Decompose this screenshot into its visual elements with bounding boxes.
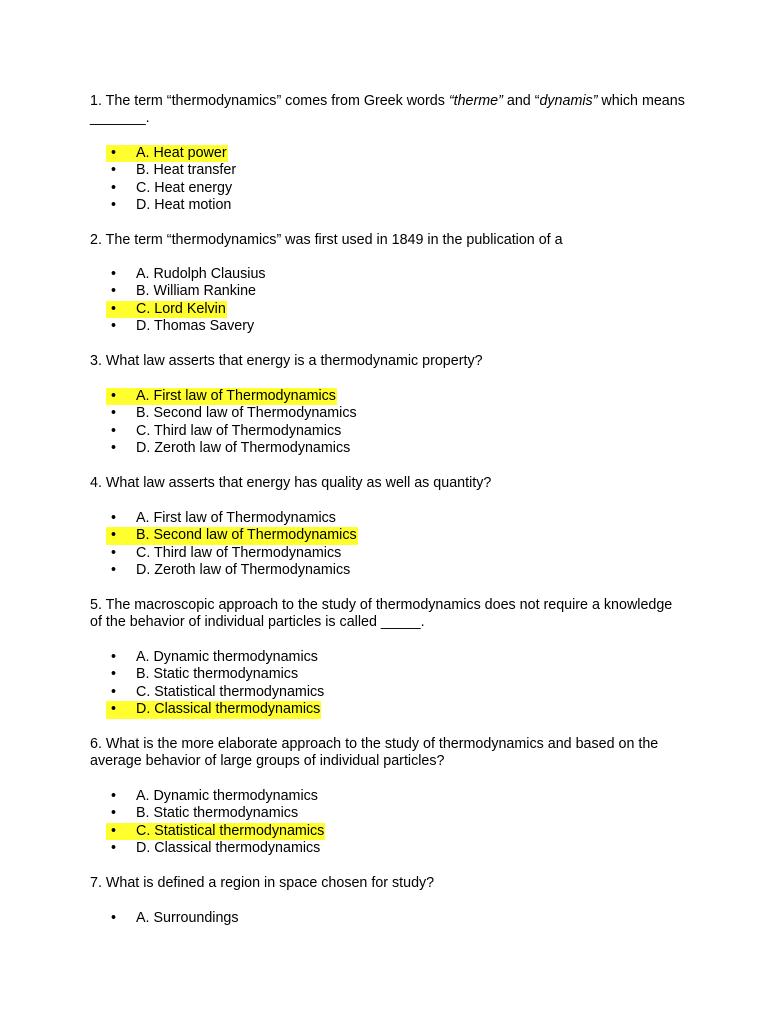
bullet-icon: • [111,266,117,282]
question-2-options [0,266,768,336]
option-d [0,440,768,457]
question-7-options [0,910,768,927]
question-1-text-a: 1. The term “thermodynamics” comes from Greek words [90,93,449,109]
option-label: D. Zeroth law of Thermodynamics [136,440,351,457]
bullet-icon: • [111,910,117,926]
option-label: A. Surroundings [136,910,239,926]
option-b [0,283,768,300]
bullet-icon: • [111,788,117,804]
option-label: B. Second law of Thermodynamics [136,527,357,544]
answer-highlight [106,823,325,840]
option-a [0,788,768,805]
option-label: D. Classical thermodynamics [136,701,321,718]
option-label: B. Heat transfer [136,162,237,179]
question-1 [90,93,688,128]
bullet-icon: • [111,683,117,700]
option-label: B. Static thermodynamics [136,805,299,822]
bullet-icon: • [111,318,117,335]
option-a-highlighted-answer [0,388,768,405]
option-label: A. Dynamic thermodynamics [136,788,318,804]
option-label: A. Rudolph Clausius [136,266,266,282]
option-label: A. First law of Thermodynamics [136,388,336,404]
option-label: C. Third law of Thermodynamics [136,544,342,561]
bullet-icon: • [111,197,117,214]
bullet-icon: • [111,666,117,683]
option-c [0,545,768,562]
question-5-options [0,649,768,719]
question-6-options [0,788,768,858]
question-4-options [0,510,768,580]
question-4: 4. What law asserts that energy has quality as well as quantity? [90,475,492,491]
question-3-options [0,388,768,458]
question-5: 5. The macroscopic approach to the study of thermodynamics does not require a knowledge of the behavior of individual particles is called _____. [90,597,673,631]
bullet-icon: • [111,162,117,179]
option-a [0,266,768,283]
bullet-icon: • [111,388,117,404]
option-label: C. Statistical thermodynamics [136,683,325,700]
question-1-text-c: which means _______. [90,93,685,127]
bullet-icon: • [111,179,117,196]
bullet-icon: • [111,805,117,822]
bullet-icon: • [111,822,117,839]
option-d [0,197,768,214]
option-label: C. Statistical thermodynamics [136,822,325,839]
option-b [0,666,768,683]
option-label: D. Zeroth law of Thermodynamics [136,562,351,579]
option-label: A. Heat power [136,145,227,161]
answer-highlight [106,388,337,405]
bullet-icon: • [111,422,117,439]
bullet-icon: • [111,649,117,665]
bullet-icon: • [111,510,117,526]
bullet-icon: • [111,283,117,300]
option-d-highlighted-answer [0,701,768,718]
option-b [0,162,768,179]
option-d [0,840,768,857]
option-label: A. Dynamic thermodynamics [136,649,318,665]
bullet-icon: • [111,562,117,579]
option-d [0,318,768,335]
option-label: B. Static thermodynamics [136,666,299,683]
bullet-icon: • [111,527,117,544]
option-label: B. William Rankine [136,283,256,300]
question-7: 7. What is defined a region in space chosen for study? [90,875,435,891]
bullet-icon: • [111,145,117,161]
bullet-icon: • [111,440,117,457]
question-3: 3. What law asserts that energy is a thermodynamic property? [90,353,483,369]
option-d [0,562,768,579]
question-2: 2. The term “thermodynamics” was first used in 1849 in the publication of a [90,232,563,248]
question-1-options [0,145,768,215]
bullet-icon: • [111,405,117,422]
option-b [0,405,768,422]
answer-highlight [106,145,228,162]
answer-highlight [106,527,358,544]
bullet-icon: • [111,300,117,317]
option-c [0,423,768,440]
option-label: D. Classical thermodynamics [136,840,321,857]
option-label: D. Heat motion [136,197,232,214]
answer-highlight [106,301,227,318]
option-a [0,510,768,527]
option-c-highlighted-answer [0,301,768,318]
option-c [0,684,768,701]
bullet-icon: • [111,701,117,718]
option-label: C. Heat energy [136,179,233,196]
option-c [0,180,768,197]
bullet-icon: • [111,544,117,561]
option-label: C. Third law of Thermodynamics [136,422,342,439]
option-c-highlighted-answer [0,823,768,840]
option-label: C. Lord Kelvin [136,300,226,317]
bullet-icon: • [111,840,117,857]
option-label: B. Second law of Thermodynamics [136,405,357,422]
option-a [0,910,768,927]
option-b-highlighted-answer [0,527,768,544]
option-label: D. Thomas Savery [136,318,255,335]
option-b [0,805,768,822]
answer-highlight [106,701,321,718]
question-6: 6. What is the more elaborate approach to the study of thermodynamics and based on the average behavior of large groups of individual particles? [90,736,659,770]
question-1-word-dynamis: dynamis” [539,93,598,109]
question-1-word-therme: “therme” [448,93,503,109]
option-label: A. First law of Thermodynamics [136,510,336,526]
question-1-text-b: and “ [502,93,540,109]
option-a-highlighted-answer [0,145,768,162]
option-a [0,649,768,666]
